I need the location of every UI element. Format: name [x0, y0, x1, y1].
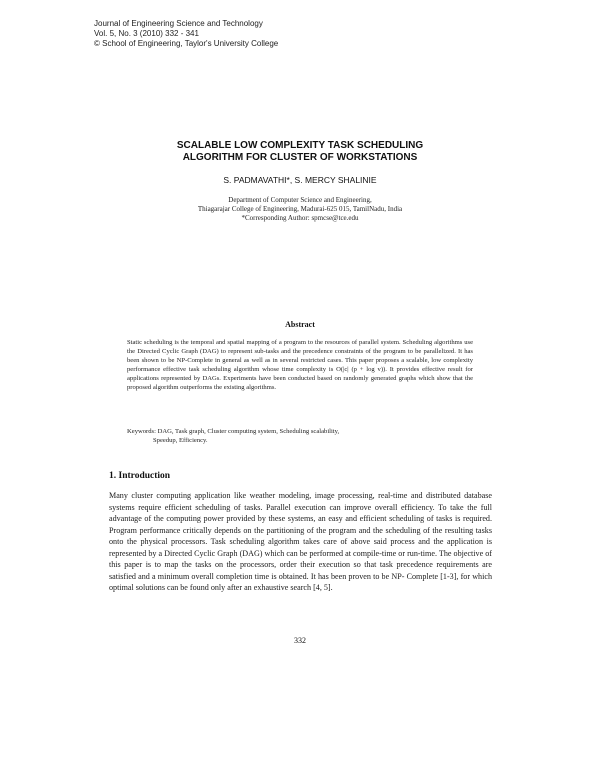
page-number: 332 — [294, 636, 306, 645]
paper-title — [0, 140, 600, 164]
affiliation-department: Department of Computer Science and Engineering, — [228, 196, 372, 204]
paper-title-line-2: ALGORITHM FOR CLUSTER OF WORKSTATIONS — [182, 152, 418, 163]
journal-volume: Vol. 5, No. 3 (2010) 332 - 341 — [94, 29, 199, 38]
keywords — [127, 427, 473, 445]
introduction-heading: 1. Introduction — [109, 471, 171, 481]
corresponding-author: *Corresponding Author: spmcse@tce.edu — [241, 214, 359, 222]
affiliation-college: Thiagarajar College of Engineering, Madurai-625 015, TamilNadu, India — [197, 205, 403, 213]
journal-header — [94, 19, 278, 49]
abstract-heading: Abstract — [285, 320, 315, 329]
author-affiliation — [0, 196, 600, 223]
keywords-line-1: Keywords: DAG, Task graph, Cluster computing system, Scheduling scalability, — [127, 428, 340, 435]
paper-authors: S. PADMAVATHI*, S. MERCY SHALINIE — [223, 175, 377, 185]
keywords-line-2: Speedup, Efficiency. — [153, 437, 208, 444]
paper-title-line-1: SCALABLE LOW COMPLEXITY TASK SCHEDULING — [176, 140, 424, 151]
abstract-body: Static scheduling is the temporal and spatial mapping of a program to the resources of parallel system. Scheduling algorithms use the Directed Cyclic Graph (DAG) to represent sub-tasks and the precedence constraints of the program to be parallelized. It has been shown to be NP-Complete in general as well as in several restricted cases. This paper proposes a scalable, low complexity performance effective task scheduling algorithm whose time complexity is O(|c| (p + log v)). It provides effective result for applications represented by DAGs. Experiments have been conducted based on randomly generated graphs which show that the proposed algorithm outperforms the existing algorithms. — [127, 339, 473, 391]
journal-copyright: © School of Engineering, Taylor's University College — [94, 39, 279, 48]
introduction-body: Many cluster computing application like weather modeling, image processing, real-time and distributed database systems require efficient scheduling of tasks. Parallel execution can improve overall efficiency. To take the full advantage of the computing power provided by these systems, an easy and efficient scheduling of tasks is required. Program performance critically depends on the partitioning of the program and the scheduling of the resulting tasks onto the physical processors. Task scheduling algorithm takes care of above said process and the application is represented by a Directed Cyclic Graph (DAG) which can be performed at compile-time or run-time. The objective of this paper is to map the tasks on the processors, order their execution so that task precedence requirements are satisfied and a minimum overall completion time is obtained. It has been proven to be NP- Complete [1-3], for which optimal solutions can be found only after an exhaustive search [4, 5]. — [109, 491, 492, 592]
journal-name: Journal of Engineering Science and Technology — [94, 19, 263, 28]
